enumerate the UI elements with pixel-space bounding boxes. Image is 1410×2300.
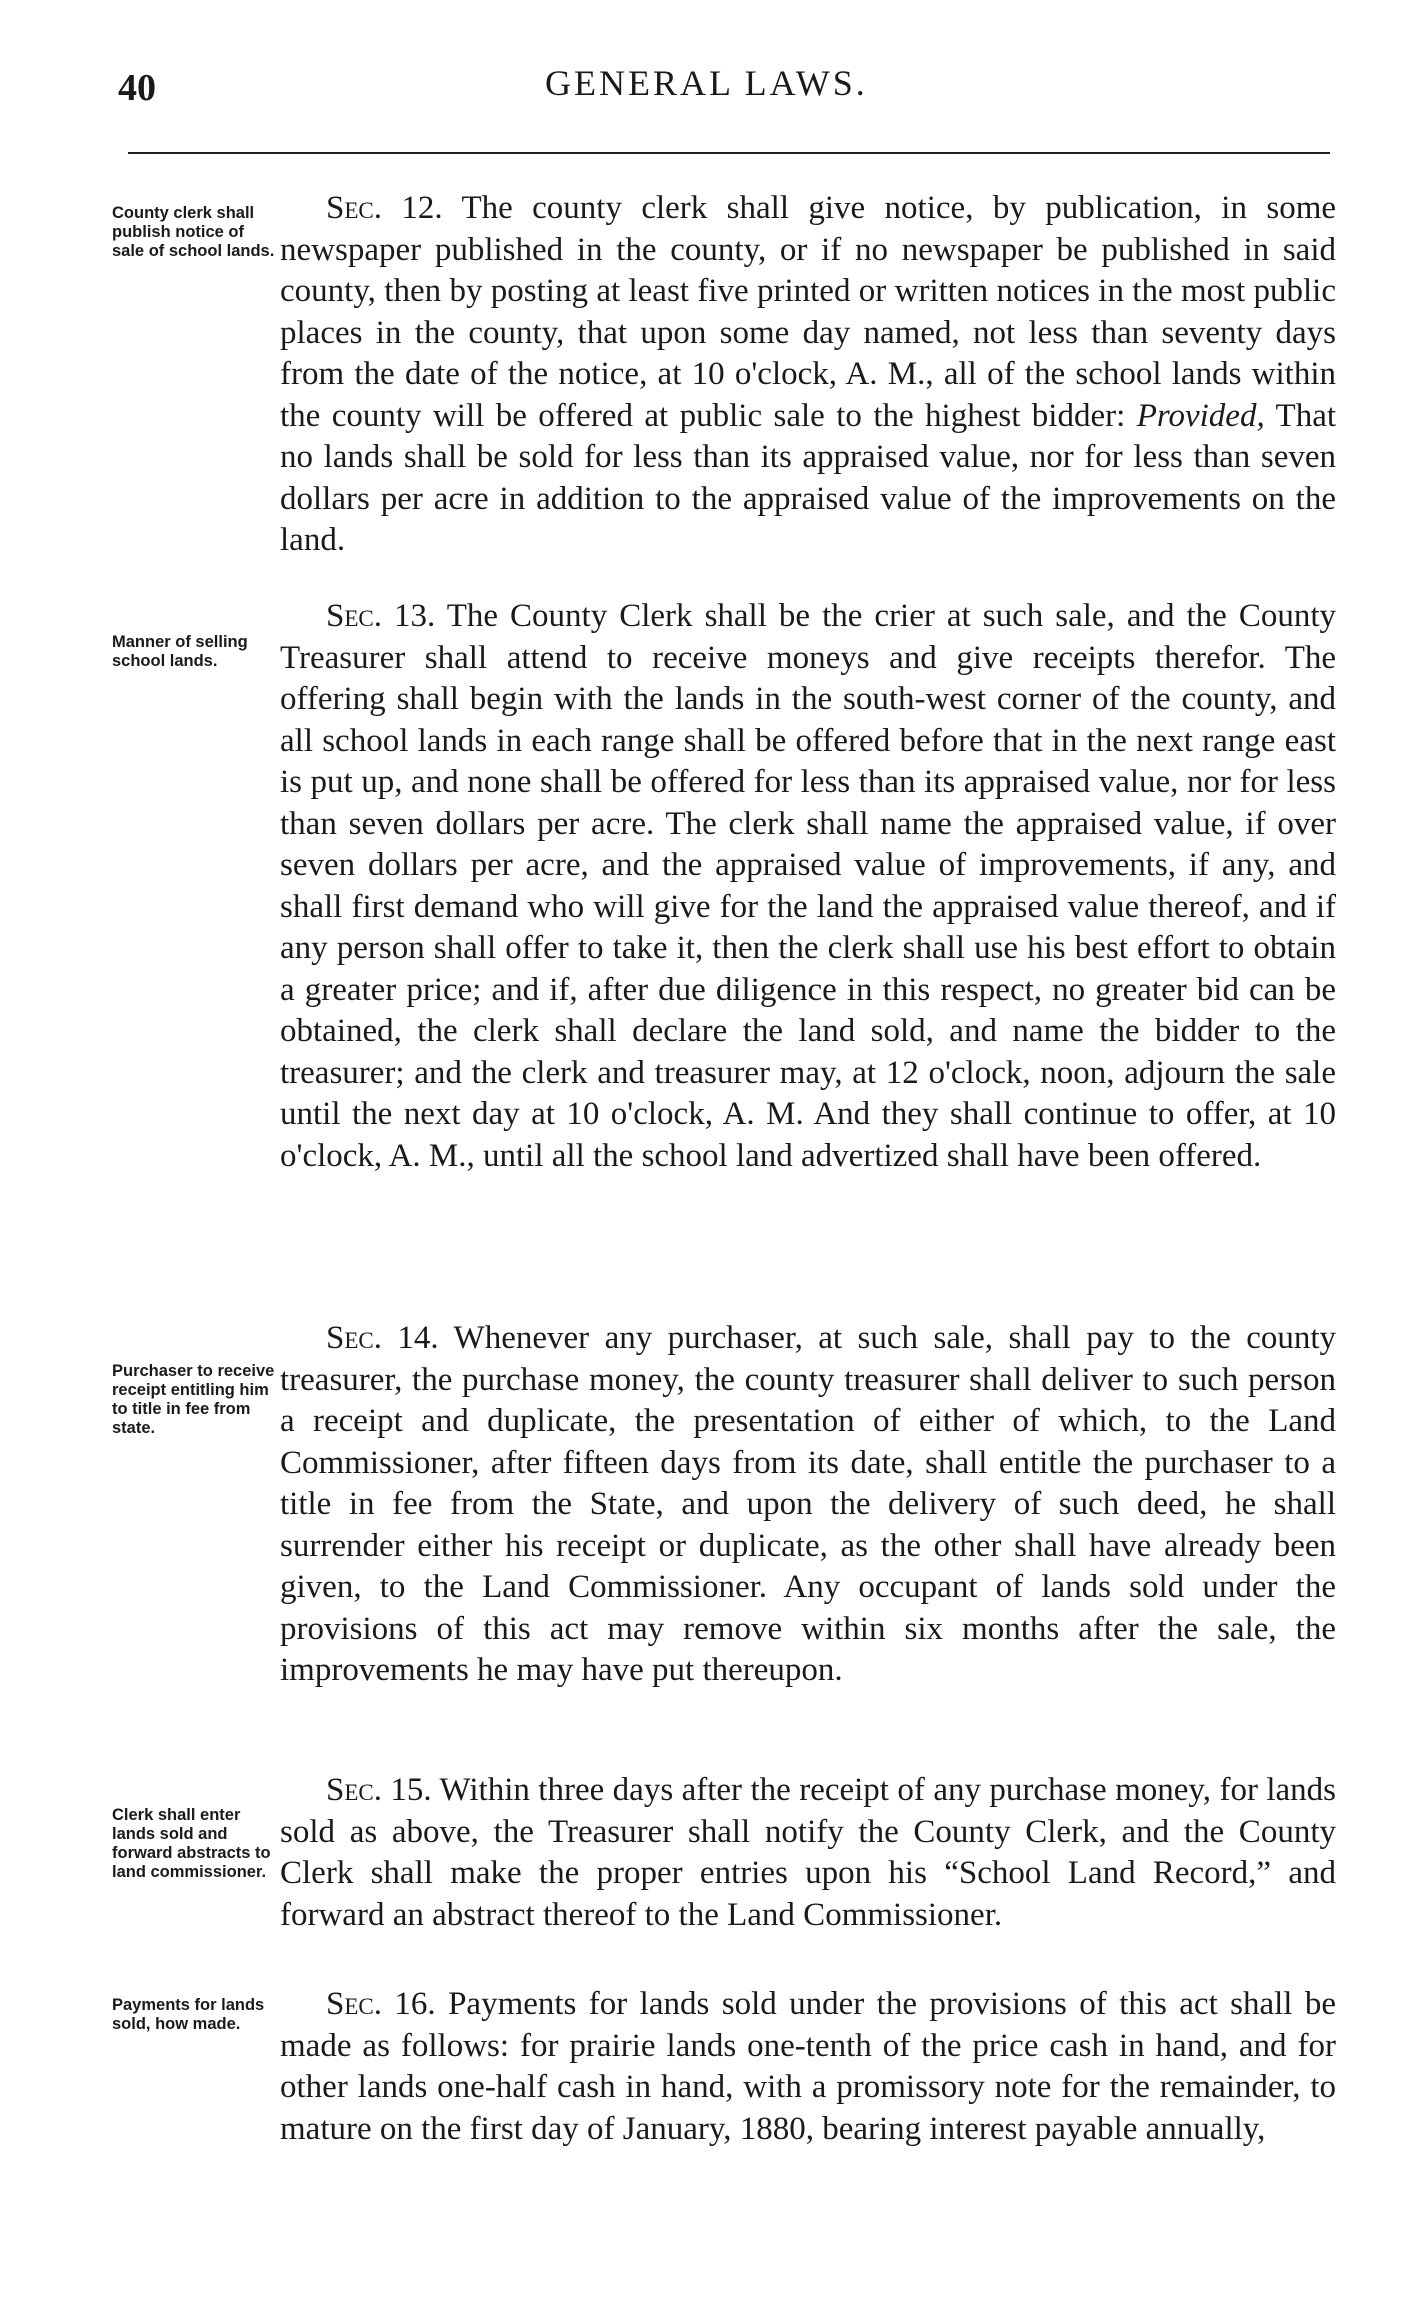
section-text: The County Clerk shall be the crier at such sale, and the County Treasurer shall attend to receive moneys and give receipts therefor. The offering shall begin with the lands in the south-west corner of the county, and all school lands in each range shall be offered before that in the next range east is put up, and none shall be offered for less than its appraised value, nor for less than seven dollars per acre. The clerk shall name the appraised value, if over seven dollars per acre, and the appraised value of improvements, if any, and shall first demand who will give for the land the appraised value thereof, and if any person shall offer to take it, then the clerk shall use his best effort to obtain a greater price; and if, after due diligence in this respect, no greater bid can be obtained, the clerk shall declare the land sold, and name the bidder to the treasurer; and the clerk and treasurer may, at 12 o'clock, noon, adjourn the sale until the next day at 10 o'clock, A. M. And they shall continue to offer, at 10 o'clock, A. M., until all the school land advertized shall have been offered. — [280, 598, 1337, 1174]
section-text: Within three days after the receipt of any purchase money, for lands sold as above, the Treasurer shall notify the County Clerk, and the County Clerk shall make the proper entries upon his “School Land Record,” and forward an abstract thereof to the Land Commissioner. — [280, 1772, 1337, 1933]
section-text: The county clerk shall give notice, by publication, in some newspaper published in the county, or if no newspaper be published in said county, then by posting at least five printed or written notices in the most public places in the county, that upon some day named, not less than seventy days from the date of the notice, at 10 o'clock, A. M., all of the school lands within the county will be offered at public sale to the highest bidder: — [280, 190, 1337, 434]
margin-note-sec-13: Manner of selling school lands. — [112, 633, 248, 670]
section-16 — [280, 1984, 1336, 2150]
section-text: Whenever any purchaser, at such sale, shall pay to the county treasurer, the purchase money, the county treasurer shall deliver to such person a receipt and duplicate, the presentation of either of which, to the Land Commissioner, after fifteen days from its date, shall entitle the purchaser to a title in fee from the State, and upon the delivery of such deed, he shall surrender either his receipt or duplicate, as the other shall have already been given, to the Land Commissioner. Any occupant of lands sold under the provisions of this act may remove within six months after the sale, the improvements he may have put thereupon. — [280, 1320, 1337, 1688]
section-text: Payments for lands sold under the provisions of this act shall be made as follows: for prairie lands one-tenth of the price cash in hand, and for other lands one-half cash in hand, with a promissory note for the remainder, to mature on the first day of January, 1880, bearing interest payable annually, — [280, 1986, 1337, 2147]
section-label: Sec. 15. — [326, 1772, 432, 1808]
margin-note-sec-12: County clerk shall publish notice of sale of school lands. — [112, 204, 275, 260]
section-text: That no lands shall be sold for less than its appraised value, nor for less than seven dollars per acre in addition to the appraised value of the improvements on the land. — [280, 397, 1337, 558]
section-12 — [280, 188, 1336, 562]
section-proviso: Provided, — [1136, 397, 1265, 434]
margin-note-sec-14: Purchaser to receive receipt entitling him to title in fee from state. — [112, 1362, 275, 1437]
section-15 — [280, 1770, 1336, 1936]
section-label: Sec. 13. — [326, 598, 436, 634]
section-label: Sec. 16. — [326, 1986, 436, 2022]
margin-note-sec-16: Payments for lands sold, how made. — [112, 1996, 265, 2033]
margin-note-sec-15: Clerk shall enter lands sold and forward abstracts to land commissioner. — [112, 1806, 271, 1881]
section-label: Sec. 14. — [326, 1320, 439, 1356]
header-rule — [128, 152, 1330, 154]
section-14 — [280, 1318, 1336, 1692]
running-head: GENERAL LAWS. — [545, 63, 868, 103]
section-label: Sec. 12. — [326, 190, 443, 226]
section-13 — [280, 596, 1336, 1177]
page-number: 40 — [118, 67, 156, 109]
